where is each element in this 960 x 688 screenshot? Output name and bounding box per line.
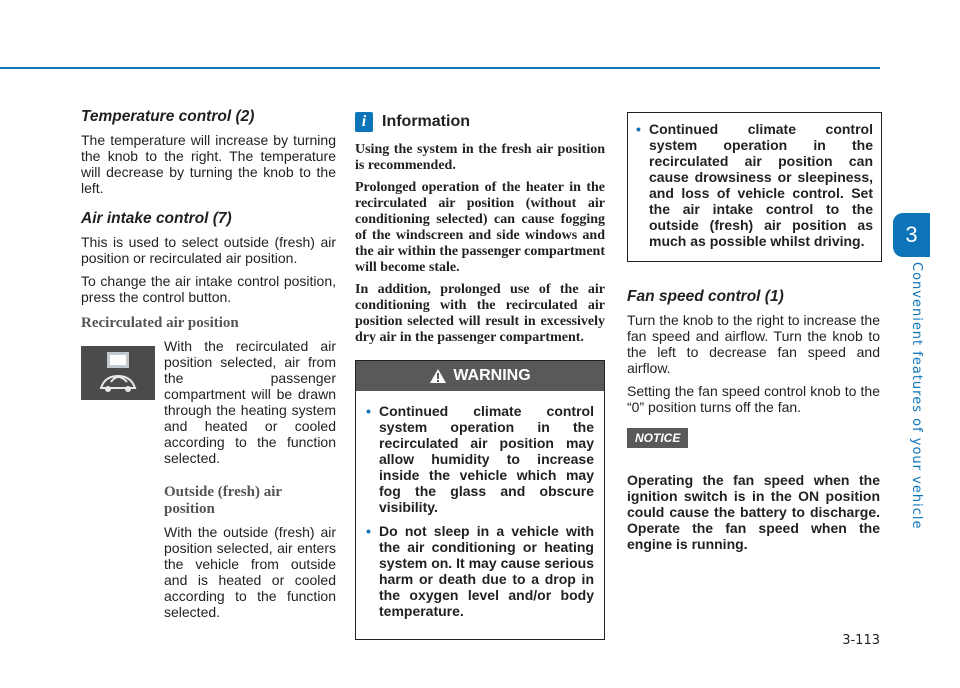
top-rule xyxy=(0,67,880,69)
notice-badge: NOTICE xyxy=(627,428,688,448)
temperature-body: The temperature will increase by turning the knob to the right. The temperature will decrease by turning the knob to the left. xyxy=(81,132,336,196)
air-intake-heading: Air intake control (7) xyxy=(81,210,232,227)
warning-triangle-icon xyxy=(429,368,447,384)
info-paragraph-3: In addition, prolonged use of the air conditioning with the recirculated air position selected will result in excessively dry air in the passenger compartment. xyxy=(355,282,605,345)
info-paragraph-2: Prolonged operation of the heater in the recirculated air position (without air conditioning selected) can cause fogging of the windscreen and side windows and the air within the passenger compartment will become stale. xyxy=(355,180,605,275)
information-header xyxy=(355,112,605,132)
fan-speed-body-1: Turn the knob to the right to increase the fan speed and airflow. Turn the knob to the left to decrease fan speed and airflow. xyxy=(627,312,880,376)
outside-air-body: With the outside (fresh) air position selected, air enters the vehicle from outside and is heated or cooled according to the function selected. xyxy=(164,524,336,620)
column-left xyxy=(81,108,336,627)
warning-item: • Do not sleep in a vehicle with the air conditioning or heating system on. It may cause serious harm or death due to a drop in the oxygen level and/or body temperature. xyxy=(366,523,594,619)
notice-text: Operating the fan speed when the ignition switch is in the ON position could cause the battery to discharge. Operate the fan speed when the engine is running. xyxy=(627,472,880,552)
chapter-tab xyxy=(893,213,930,257)
warning-title: WARNING xyxy=(453,367,531,384)
info-paragraph-1: Using the system in the fresh air position is recommended. xyxy=(355,142,605,173)
recirc-heading: Recirculated air position xyxy=(81,315,239,331)
warning-bar xyxy=(356,361,604,391)
column-middle xyxy=(355,112,605,640)
recirc-body: With the recirculated air position selected, air from the passenger compartment will be drawn through the heating system and heated or cooled according to the function selected. xyxy=(164,338,336,466)
warning-continued-box xyxy=(627,112,882,262)
air-intake-body-2: To change the air intake control position, press the control button. xyxy=(81,273,336,305)
info-icon: i xyxy=(355,112,373,132)
chapter-number: 3 xyxy=(905,222,918,247)
page-number: 3-113 xyxy=(842,633,880,648)
warning-continued-item: • Continued climate control system operation in the recirculated air position can cause drowsiness or sleepiness, and loss of vehicle control. Set the air intake control to the outside (fresh) air position as much as possible whilst driving. xyxy=(636,121,873,249)
temperature-heading: Temperature control (2) xyxy=(81,108,255,125)
recirculated-air-icon xyxy=(81,346,155,400)
information-title: Information xyxy=(382,113,470,130)
column-right xyxy=(627,112,880,566)
fan-speed-body-2: Setting the fan speed control knob to the “0” position turns off the fan. xyxy=(627,383,880,415)
outside-air-heading: Outside (fresh) air position xyxy=(164,484,282,517)
warning-item: • Continued climate control system operation in the recirculated air position may allow humidity to increase inside the vehicle which may fog the glass and obscure visibility. xyxy=(366,403,594,515)
warning-list xyxy=(356,391,604,639)
air-intake-body-1: This is used to select outside (fresh) air position or recirculated air position. xyxy=(81,234,336,266)
warning-box xyxy=(355,360,605,640)
chapter-title: Convenient features of your vehicle xyxy=(909,262,924,530)
fan-speed-heading: Fan speed control (1) xyxy=(627,288,784,305)
recirc-block xyxy=(81,338,336,627)
